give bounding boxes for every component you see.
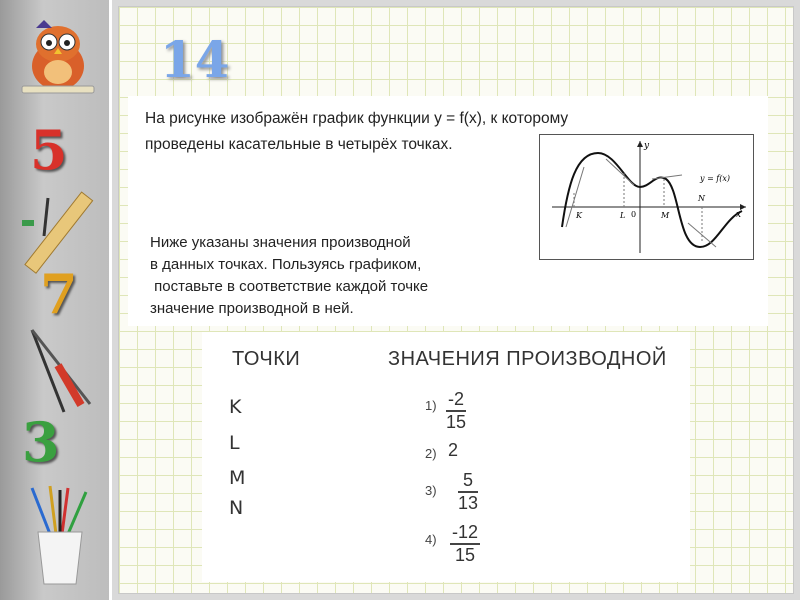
option-2-number: 2) [425,446,437,461]
point-n: N [229,497,244,519]
function-label: y = f(x) [700,174,731,183]
values-header: ЗНАЧЕНИЯ ПРОИЗВОДНОЙ [388,348,667,370]
pencil-cup-icon [20,484,100,588]
deco-digit-5: 5 [30,118,68,182]
option-3-denominator: 13 [458,493,479,513]
instr-line-1: Ниже указаны значения производной [150,234,411,251]
tangent-l [606,159,634,185]
option-1-denominator: 15 [446,412,467,432]
tangent-m [652,175,682,179]
option-3-numerator: 5 [458,470,478,493]
slide-number: 14 [160,30,230,89]
option-1-fraction [446,389,466,433]
point-k: K [229,396,242,418]
option-4-denominator: 15 [454,545,476,565]
deco-digit-3: 3 [22,410,60,474]
graph-svg [540,135,753,259]
point-m: M [229,467,246,489]
option-3-fraction [458,470,478,514]
instr-line-2: в данных точках. Пользуясь графиком, [150,256,422,273]
task-line-1: На рисунке изображён график функции y = f(x), к которому [145,110,569,127]
option-4-fraction [450,522,480,566]
instr-line-4: значение производной в ней. [150,300,354,317]
deco-digit-7: 7 [40,262,78,326]
option-2-value: 2 [448,440,459,460]
graph-label-k: K [576,211,582,220]
point-l: L [229,432,240,454]
instr-line-3: поставьте в соответствие каждой точке [150,278,429,295]
y-axis-label: y [644,141,650,151]
x-axis-label: x [736,210,742,220]
left-decor-strip [0,0,112,600]
graph-label-n: N [698,194,705,203]
task-line-2: проведены касательные в четырёх точках. [145,136,453,153]
origin-label: 0 [631,210,637,219]
option-1-numerator: -2 [446,389,466,412]
option-4-number: 4) [425,532,437,547]
owl-icon [14,14,102,96]
task-instructions [150,232,540,320]
function-curve [562,153,742,247]
option-1-number: 1) [425,398,437,413]
graph-label-l: L [620,211,626,220]
points-header: ТОЧКИ [232,348,301,370]
graph-label-m: M [661,211,670,220]
function-graph [539,134,754,260]
option-4-numerator: -12 [450,522,480,545]
option-3-number: 3) [425,483,437,498]
compass-icon [20,326,100,418]
